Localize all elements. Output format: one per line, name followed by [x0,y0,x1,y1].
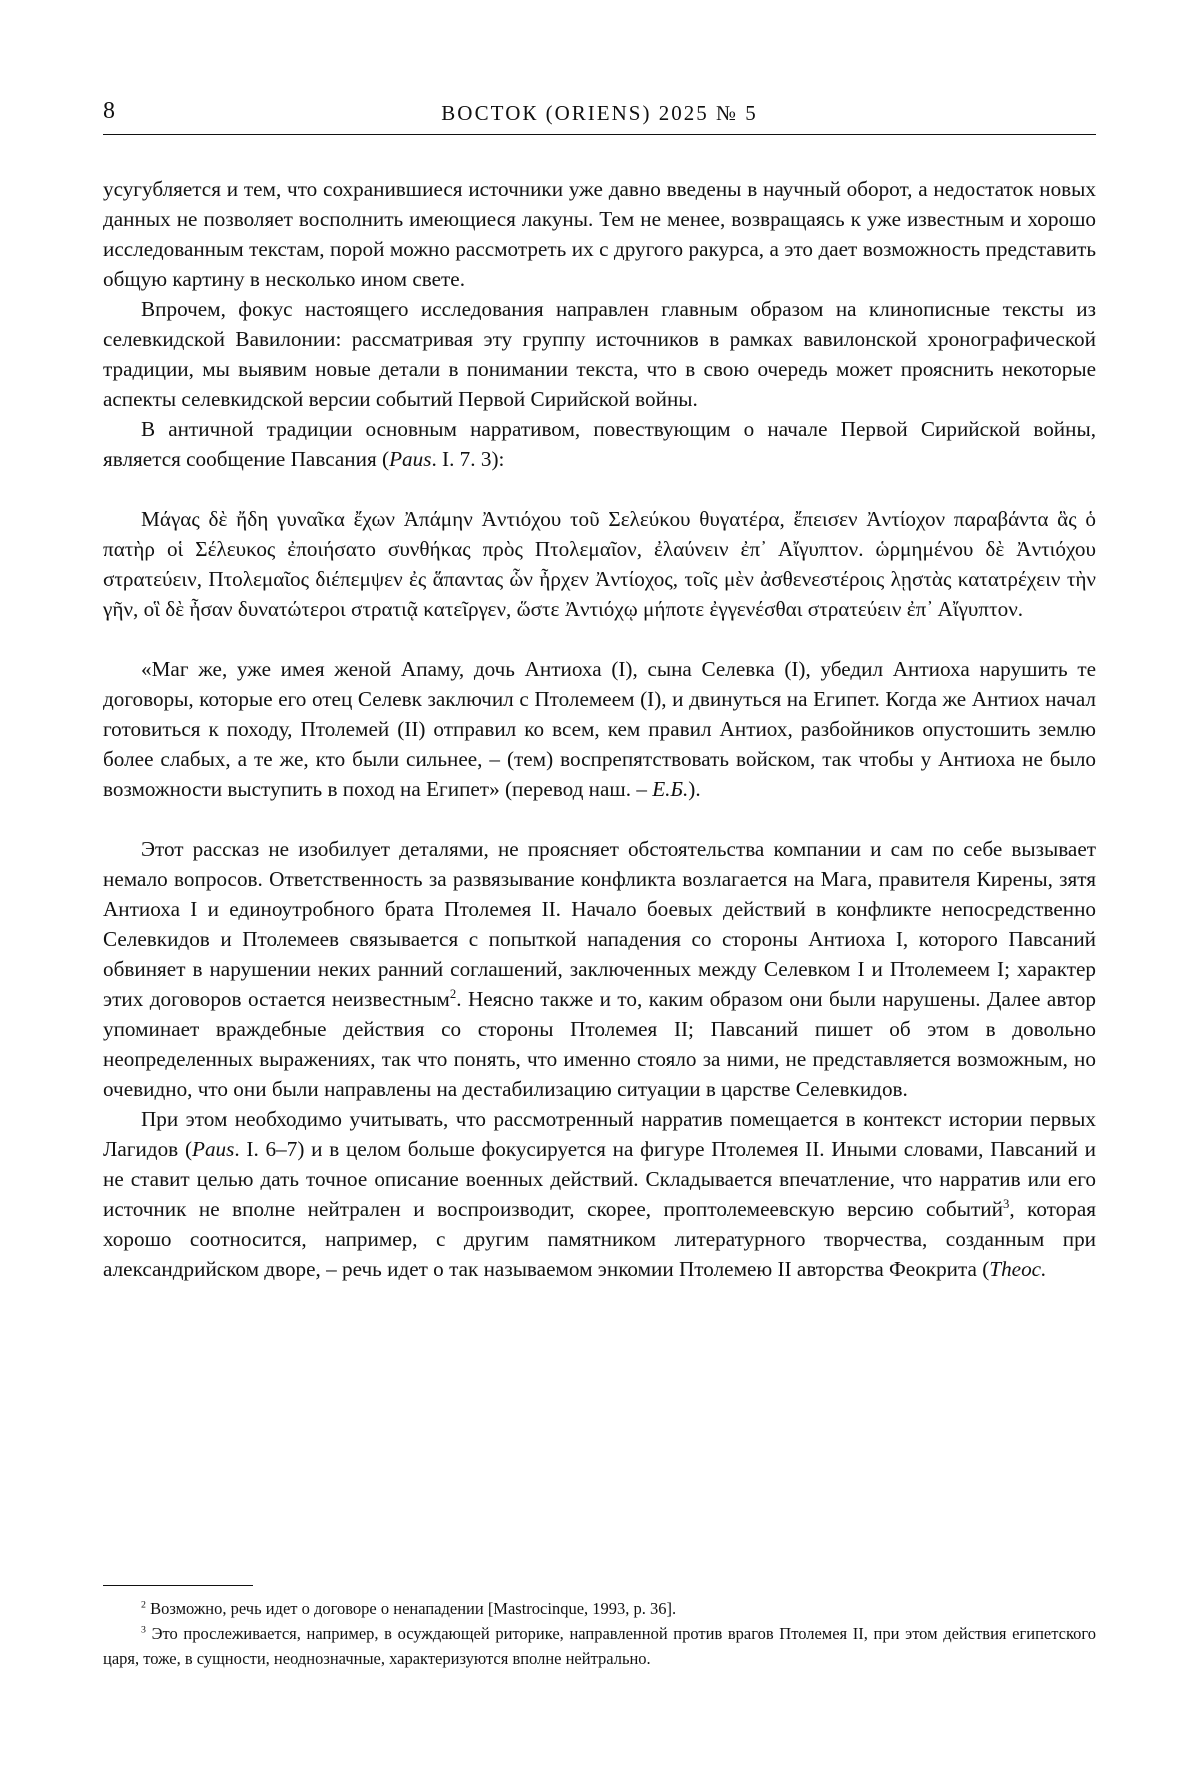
text-run: . I. 7. 3): [431,447,505,471]
paragraph [103,414,1096,474]
text-run: При этом необходимо учитывать, что рассмотренный нарратив помещается в контекст истории первых Лагидов ( [103,1107,1096,1161]
translation-text [103,654,1096,804]
footnote-rule [103,1585,253,1586]
footnotes [103,1596,1096,1671]
header-rule [103,134,1096,135]
translation-block [103,654,1096,804]
footnote-text: Это прослеживается, например, в осуждающей риторике, направленной против врагов Птолемея II, при этом действия египетского царя, тоже, в сущности, неоднозначные, характеризуются вполне нейтрально. [103,1624,1096,1668]
footnote-mark: 3 [141,1624,146,1636]
footnote-ref[interactable]: 3 [1002,1196,1010,1211]
paragraph: усугубляется и тем, что сохранившиеся источники уже давно введены в научный оборот, а недостаток новых данных не позволяет восполнить имеющиеся лакуны. Тем не менее, возвращаясь к уже известным и хорошо исследованным текстам, порой можно рассмотреть их с другого ракурса, а это дает возможность представить общую картину в несколько ином свете. [103,177,1096,291]
paragraph [103,1104,1096,1284]
after-quote [103,834,1096,1284]
citation: Theoc. [989,1257,1047,1281]
running-head [103,98,1096,132]
text-run: Этот рассказ не изобилует деталями, не проясняет обстоятельства компании и сам по себе вызывает немало вопросов. Ответственность за развязывание конфликта возлагается на Мага, правителя Кирены, зятя Антиоха I и единоутробного брата Птолемея II. Начало боевых действий в конфликте непосредственно Селевкидов и Птолемеев связывается с попыткой нападения со стороны Антиоха I, которого Павсаний обвиняет в нарушении неких ранний соглашений, заключенных между Селевком I и Птолемеем I; характер этих договоров остается неизвестным [103,837,1096,1011]
greek-text: Μάγας δὲ ἤδη γυναῖκα ἔχων Ἀπάμην Ἀντιόχου τοῦ Σελεύκου θυγατέρα, ἔπεισεν Ἀντίοχον παραβάντα ἃς ὁ πατὴρ οἱ Σέλευκος ἐποιήσατο συνθήκας πρὸς Πτολεμαῖον, ἐλαύνειν ἐπ᾽ Αἴγυπτον. ὡρμημένου δὲ Ἀντιόχου στρατεύειν, Πτολεμαῖος διέπεμψεν ἐς ἅπαντας ὧν ἦρχεν Ἀντίοχος, τοῖς μὲν ἀσθενεστέροις λῃστὰς κατατρέχειν τὴν γῆν, οἳ δὲ ἦσαν δυνατώτεροι στρατιᾷ κατεῖργεν, ὥστε Ἀντιόχῳ μήποτε ἐγγενέσθαι στρατεύειν ἐπ᾽ Αἴγυπτον. [103,507,1096,621]
footnote-mark: 2 [141,1599,146,1611]
page [103,98,1096,1668]
text-run: . I. 6–7) и в целом больше фокусируется на фигуре Птолемея II. Иными словами, Павсаний и не ставит целью дать точное описание военных действий. Складывается впечатление, что нарратив или его источник не вполне нейтрален и воспроизводит, скорее, проптолемеевскую версию событий [103,1137,1096,1221]
footnote-text: Возможно, речь идет о договоре о ненападении [Mastrocinque, 1993, p. 36]. [145,1599,677,1618]
paragraph [103,834,1096,1104]
article-body [103,174,1096,1284]
citation: Paus [192,1137,235,1161]
citation: Paus [389,447,432,471]
footnote [103,1596,1096,1621]
journal-title: ВОСТОК (ORIENS) 2025 № 5 [441,101,758,125]
text-run: В античной традиции основным нарративом, повествующим о начале Первой Сирийской войны, является сообщение Павсания ( [103,417,1096,471]
text-run: «Маг же, уже имея женой Апаму, дочь Антиоха (I), сына Селевка (I), убедил Антиоха нарушить те договоры, которые его отец Селевк заключил с Птолемеем (I), и двинуться на Египет. Когда же Антиох начал готовиться к походу, Птолемей (II) отправил ко всем, кем правил Антиох, разбойников опустошить землю более слабых, а те же, кто были сильнее, – (тем) воспрепятствовать войском, так чтобы у Антиоха не было возможности выступить в поход на Египет» (перевод наш. – [103,657,1096,801]
text-run: ). [688,777,701,801]
text-run: . Неясно также и то, каким образом они были нарушены. Далее автор упоминает враждебные действия со стороны Птолемея II; Павсаний пишет об этом в довольно неопределенных выражениях, так что понять, что именно стояло за ними, не представляется возможным, но очевидно, что они были направлены на дестабилизацию ситуации в царстве Селевкидов. [103,987,1096,1101]
paragraph: Впрочем, фокус настоящего исследования направлен главным образом на клинописные тексты из селевкидской Вавилонии: рассматривая эту группу источников в рамках вавилонской хронографической традиции, мы выявим новые детали в понимании текста, что в свою очередь может прояснить некоторые аспекты селевкидской версии событий Первой Сирийской войны. [103,297,1096,411]
page-number: 8 [103,98,115,124]
footnote [103,1621,1096,1671]
footnote-ref[interactable]: 2 [449,986,457,1001]
greek-quotation [103,504,1096,624]
text-run: , которая хорошо соотносится, например, с другим памятником литературного творчества, созданным при александрийском дворе, – речь идет о так называемом энкомии Птолемею II авторства Феокрита ( [103,1197,1096,1281]
author-initials: Е.Б. [652,777,689,801]
